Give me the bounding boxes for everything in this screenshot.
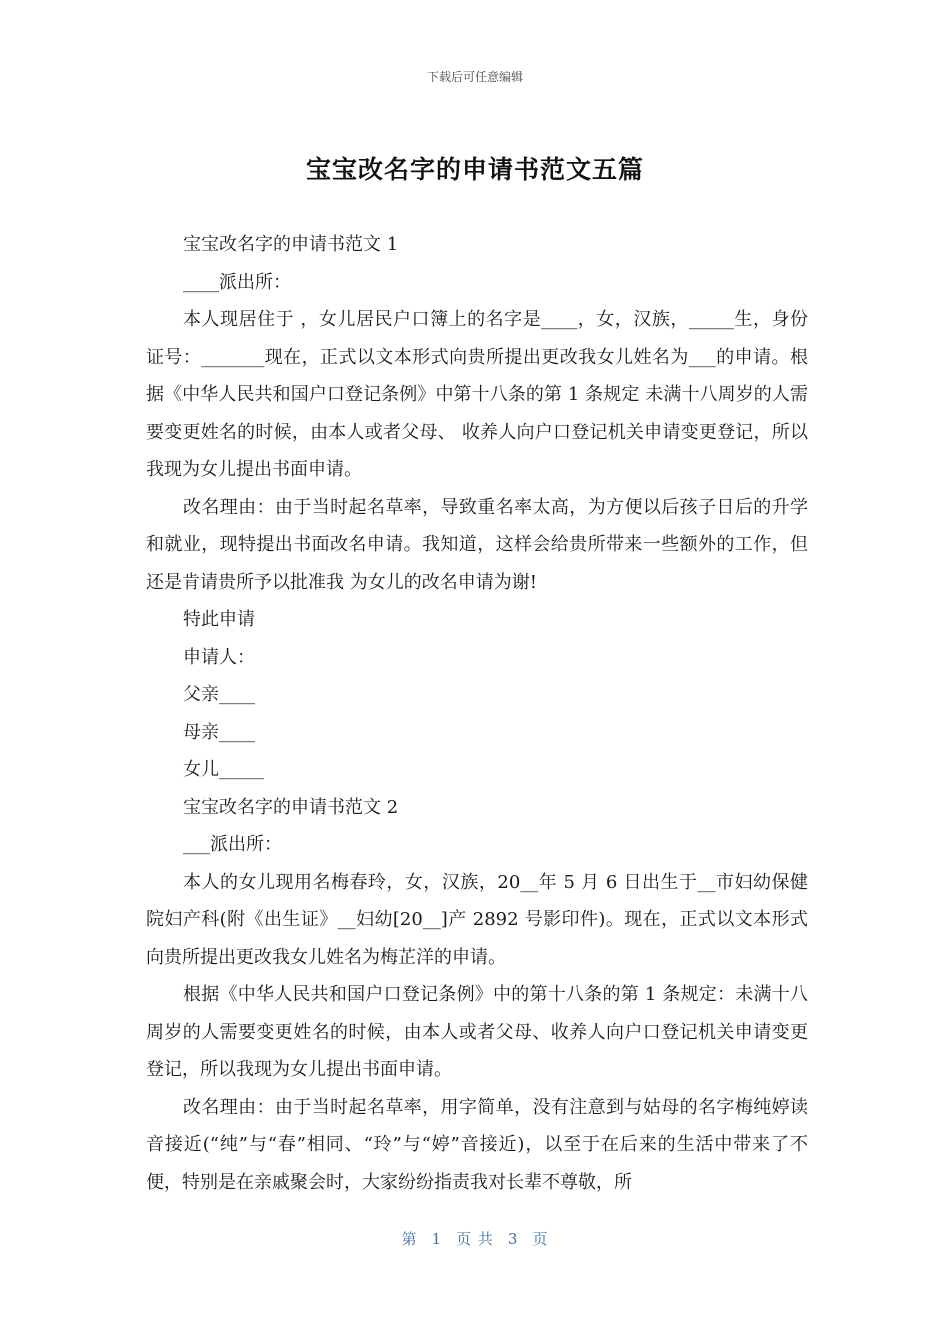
current-page-number: 1 — [431, 1230, 443, 1248]
header-note: 下载后可任意编辑 — [426, 70, 523, 84]
addressee-line: ___派出所： — [183, 834, 282, 855]
signature-mother: 母亲____ — [183, 721, 255, 743]
signature-daughter: 女儿_____ — [183, 759, 264, 780]
legal-basis-paragraph: 根据《中华人民共和国户口登记条例》中的第十八条的第 1 条规定：未满十八周岁的人需要变更姓名的时候，由本人或者父母、收养人向户口登记机关申请变更登记，所以我现为女儿提出书面申请。 — [146, 984, 808, 1080]
body-paragraph: 本人的女儿现用名梅春玲，女，汉族，20__年 5 月 6 日出生于__市妇幼保健院妇产科(附《出生证》__妇幼[20__]产 2892 号影印件)。现在，正式以文本形式向贵所提出更改我女儿姓名为梅芷洋的申请。 — [146, 871, 808, 968]
addressee-line: ____派出所： — [183, 271, 291, 293]
body-paragraph: 本人现居住于 ，女儿居民户口簿上的名字是____，女，汉族，_____生，身份证号：_______现在，正式以文本形式向贵所提出更改我女儿姓名为___的申请。根据《中华人民共和国户口登记条例》中第十八条的第 1 条规定 未满十八周岁的人需要变更姓名的时候，由本人或者父母、 收养人向户口登记机关申请变更登记，所以我现为女儿提出书面申请。 — [146, 309, 808, 480]
reason-paragraph: 改名理由：由于当时起名草率，导致重名率太高，为方便以后孩子日后的升学和就业，现特提出书面改名申请。我知道，这样会给贵所带来一些额外的工作，但还是肯请贵所予以批准我 为女儿的改名申请为谢! — [146, 496, 808, 593]
total-pages-number: 3 — [507, 1230, 519, 1248]
section-heading-2: 宝宝改名字的申请书范文 2 — [183, 796, 399, 818]
page-footer — [0, 1228, 950, 1249]
section-heading-1: 宝宝改名字的申请书范文 1 — [183, 234, 399, 255]
reason-paragraph: 改名理由：由于当时起名草率，用字简单，没有注意到与姑母的名字梅纯婷读音接近(“纯”与“春”相同、“玲”与“婷”音接近)，以至于在后来的生活中带来了不便，特别是在亲戚聚会时，大家纷纷指责我对长辈不尊敬，所 — [146, 1096, 808, 1193]
footer-label-end: 页 — [532, 1230, 549, 1248]
closing-line: 特此申请 — [183, 609, 255, 630]
footer-label-page: 第 — [401, 1230, 418, 1248]
footer-label-of: 页 共 — [456, 1230, 494, 1248]
signature-father: 父亲____ — [183, 684, 255, 705]
applicant-label: 申请人： — [183, 646, 255, 668]
document-title: 宝宝改名字的申请书范文五篇 — [305, 155, 644, 184]
document-body — [146, 226, 808, 1201]
